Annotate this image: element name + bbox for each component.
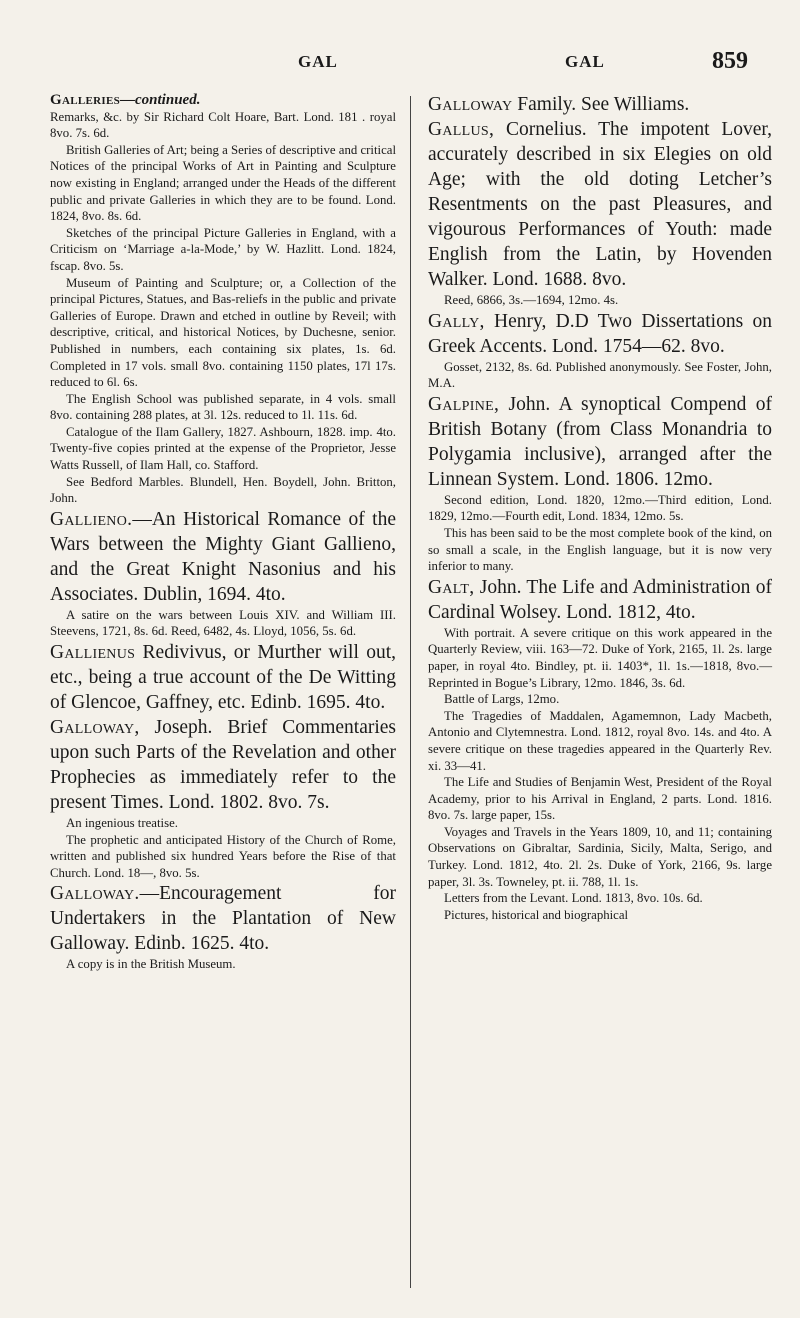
entry-text: —Encouragement for Undertakers in the Plantation of New Galloway. Edinb. 1625. 4to. <box>50 883 396 955</box>
entry-text: Battle of Largs, 12mo. <box>444 692 560 707</box>
entry-note <box>50 142 396 225</box>
catalogue-entry <box>428 575 772 625</box>
catalogue-entry <box>50 640 396 715</box>
entry-note <box>428 359 772 392</box>
entry-note <box>428 525 772 575</box>
entry-note <box>428 708 772 774</box>
entry-text: Reed, 6866, 3s.—1694, 12mo. 4s. <box>444 293 619 307</box>
section-headword: Galleries <box>50 92 121 108</box>
entry-text: Remarks, &c. by Sir Richard Colt Hoare, Bart. Lond. 181 . royal 8vo. 7s. 6d. <box>50 109 396 141</box>
catalogue-entry <box>50 507 396 607</box>
entry-text: A copy is in the British Museum. <box>66 957 236 972</box>
entry-text: Sketches of the principal Picture Galleries in England, with a Criticism on ‘Marriage a-la-Mode,’ by W. Hazlitt. Lond. 1824, fscap. 8vo. 5s. <box>50 225 396 273</box>
entry-headword: Galloway, <box>50 717 140 739</box>
entry-headword: Galloway <box>428 94 513 115</box>
entry-text: The Life and Studies of Benjamin West, President of the Royal Academy, prior to his Arrival in England, 2 parts. Lond. 1816. 8vo. 7s. large paper, 15s. <box>428 775 772 823</box>
entry-note <box>50 109 396 142</box>
entry-text: Joseph. Brief Commentaries upon such Parts of the Revelation and other Prophecies as immediately refer to the present Times. Lond. 1802. 8vo. 7s. <box>50 717 396 814</box>
entry-headword: Gally, <box>428 310 485 332</box>
entry-headword: Galt, <box>428 576 475 598</box>
entry-text: See Bedford Marbles. Blundell, Hen. Boydell, John. Britton, John. <box>50 474 396 506</box>
entry-text: An ingenious treatise. <box>66 816 178 831</box>
entry-note <box>50 956 396 973</box>
entry-text: Henry, D.D Two Dissertations on Greek Accents. Lond. 1754—62. 8vo. <box>428 310 772 357</box>
entry-note <box>50 832 396 882</box>
entry-text: The prophetic and anticipated History of the Church of Rome, written and published six hundred Years before the Rise of that Church. Lond. 18—, 8vo. 5s. <box>50 832 396 880</box>
entry-note <box>428 625 772 691</box>
entry-text: The Tragedies of Maddalen, Agamemnon, Lady Macbeth, Antonio and Clytemnestra. Lond. 1812, royal 8vo. 14s. and 4to. A severe critique on these tragedies appeared in the Quarterly Rev. xi. 33—41. <box>428 708 772 773</box>
entry-note <box>428 292 772 309</box>
catalogue-entry <box>428 92 772 117</box>
entry-text: John. A synoptical Compend of British Botany (from Class Monandria to Polygamia inclusive), arranged after the Linnean System. Lond. 1806. 12mo. <box>428 393 772 490</box>
entry-note <box>50 92 396 109</box>
entry-headword: Gallieno. <box>50 508 133 530</box>
entry-note <box>50 474 396 507</box>
running-head-left: GAL <box>298 52 338 71</box>
entry-note <box>428 492 772 525</box>
entry-text: This has been said to be the most complete book of the kind, on so small a scale, in the English language, but it is now very inferior to many. <box>428 525 772 574</box>
entry-text: Gosset, 2132, 8s. 6d. Published anonymously. See Foster, John, M.A. <box>428 359 772 391</box>
entry-headword: Gallus, <box>428 119 495 140</box>
entry-text: Family. See Williams. <box>512 94 690 115</box>
entry-text: A satire on the wars between Louis XIV. and William III. Steevens, 1721, 8s. 6d. Reed, 6482, 4s. Lloyd, 1056, 5s. 6d. <box>50 607 396 639</box>
catalogue-entry <box>428 309 772 359</box>
entry-text: Museum of Painting and Sculpture; or, a Collection of the principal Pictures, Statues, and Bas-reliefs in the public and private Galleries of Europe. Drawn and etched in outline by Reveil; with descriptive, critical, and historical Notices, by Duchesne, senior. Published in numbers, each containing six plates, 1s. 6d. Completed in 17 vols. small 8vo. containing 1150 plates, 17l 17s. reduced to 6l. 6s. <box>50 275 396 390</box>
entry-text: Pictures, historical and biographical <box>444 907 629 922</box>
entry-text: Cornelius. The impotent Lover, accurately described in six Elegies on old Age; with the old doting Letcher’s Resentments on the past Pleasures, and vigourous Performances of Youth: made English from the Latin, by Hovenden Walker. Lond. 1688. 8vo. <box>428 119 772 290</box>
entry-text: —An Historical Romance of the Wars between the Mighty Giant Gallieno, and the Great Knight Nasonius and his Associates. Dublin, 1694. 4to. <box>50 508 396 605</box>
entry-text: British Galleries of Art; being a Series of descriptive and critical Notices of the principal Works of Art in Painting and Sculpture now existing in England; arranged under the Heads of the different public and private Galleries in which they are to be found. Lond. 1824, 8vo. 8s. 6d. <box>50 142 396 224</box>
running-head-right: GAL <box>565 52 605 71</box>
catalogue-entry <box>428 392 772 492</box>
entry-headword: Galloway. <box>50 883 140 905</box>
entry-note <box>428 824 772 890</box>
entry-note <box>50 607 396 640</box>
entry-text: Catalogue of the Ilam Gallery, 1827. Ashbourn, 1828. imp. 4to. Twenty-five copies printed at the expense of the Proprietor, Jesse Watts Russell, of Ilam Hall, co. Stafford. <box>50 424 396 473</box>
left-column <box>50 92 396 973</box>
entry-note <box>428 907 772 924</box>
right-column <box>428 92 772 923</box>
entry-text: The English School was published separate, in 4 vols. small 8vo. containing 288 plates, at 3l. 12s. reduced to 1l. 11s. 6d. <box>50 391 396 423</box>
entry-text: Letters from the Levant. Lond. 1813, 8vo. 10s. 6d. <box>444 891 703 906</box>
catalogue-entry <box>50 715 396 815</box>
entry-headword: Galpine, <box>428 393 500 415</box>
entry-headword: Gallienus <box>50 642 136 664</box>
entry-text: Second edition, Lond. 1820, 12mo.—Third edition, Lond. 1829, 12mo.—Fourth edit, Lond. 1834, 12mo. 5s. <box>428 492 772 524</box>
entry-note <box>428 691 772 708</box>
catalogue-entry <box>428 117 772 292</box>
catalogue-entry <box>50 881 396 956</box>
column-divider <box>410 96 411 1288</box>
running-head <box>50 48 748 78</box>
page-number: 859 <box>712 48 748 74</box>
entry-note <box>50 225 396 275</box>
entry-text: Redivivus, or Murther will out, etc., being a true account of the De Witting of Glencoe, Gaffney, etc. Edinb. 1695. 4to. <box>50 642 396 714</box>
entry-text: With portrait. A severe critique on this work appeared in the Quarterly Review, viii. 163—72. Duke of York, 2165, 1l. 2s. large paper, in royal 4to. Bindley, pt. ii. 1403*, 1l. 1s.—1818, 8vo.—Reprinted in Bogue’s Library, 12mo. 1846, 3s. 6d. <box>428 625 772 690</box>
entry-note <box>428 890 772 907</box>
entry-text: John. The Life and Administration of Cardinal Wolsey. Lond. 1812, 4to. <box>428 576 772 623</box>
entry-note <box>50 424 396 474</box>
section-continued: —continued. <box>120 92 201 108</box>
entry-text: Voyages and Travels in the Years 1809, 10, and 11; containing Observations on Gibraltar, Sardinia, Sicily, Malta, Serigo, and Turkey. Lond. 1812, 4to. 2l. 2s. Duke of York, 2166, 9s. large paper, 3l. 3s. Towneley, pt. ii. 788, 1l. 1s. <box>428 824 772 889</box>
entry-note <box>50 275 396 391</box>
entry-note <box>50 391 396 424</box>
entry-note <box>428 774 772 824</box>
entry-note <box>50 815 396 832</box>
